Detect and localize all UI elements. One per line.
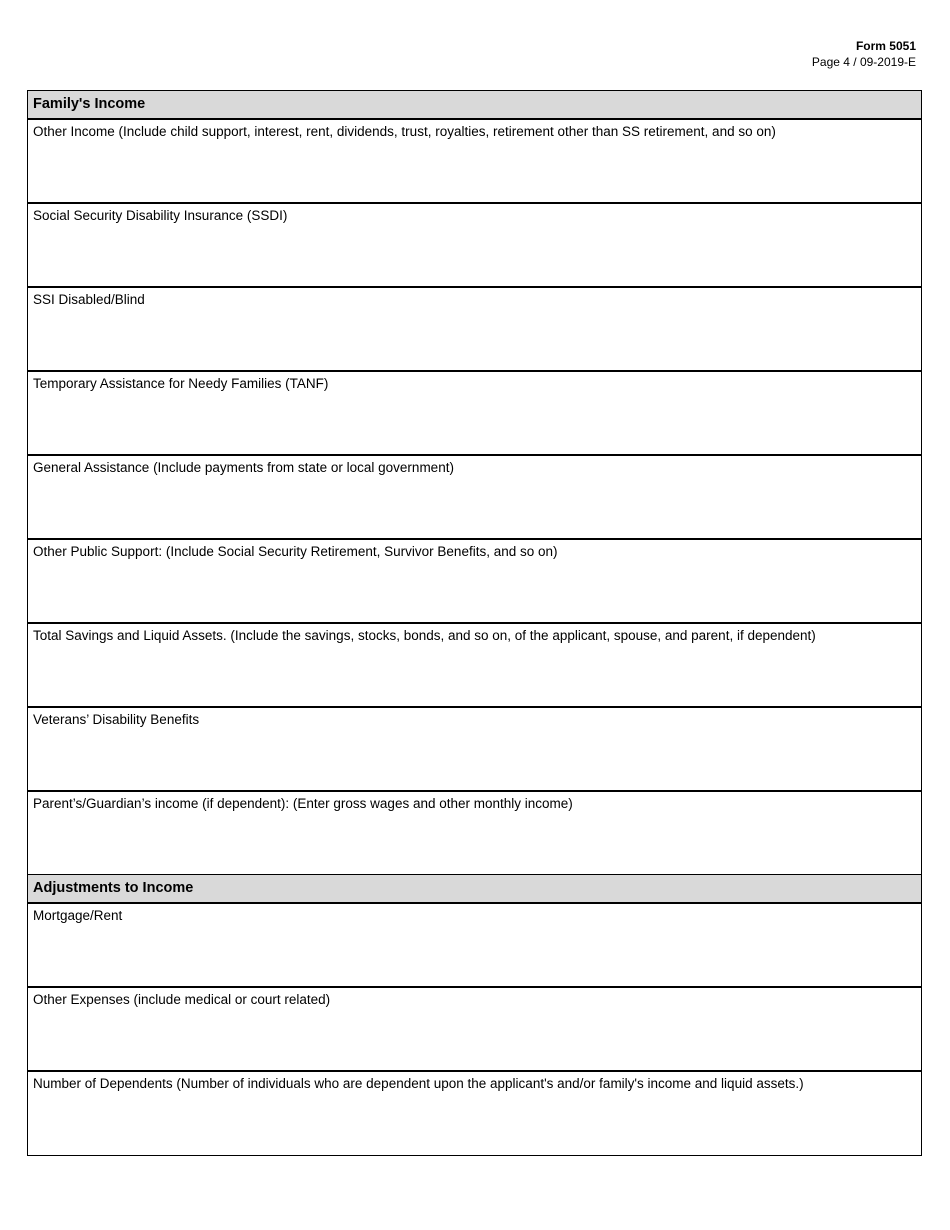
income-form-table [27,90,922,1156]
field-other-public-support[interactable]: Other Public Support: (Include Social Security Retirement, Survivor Benefits, and so on) [28,539,921,623]
page-info: Page 4 / 09-2019-E [811,55,916,69]
field-tanf[interactable]: Temporary Assistance for Needy Families (TANF) [28,371,921,455]
section-header-family-income: Family's Income [28,91,921,119]
section-header-adjustments: Adjustments to Income [28,875,921,903]
field-ssi-disabled-blind[interactable]: SSI Disabled/Blind [28,287,921,371]
field-parent-guardian-income[interactable]: Parent’s/Guardian’s income (if dependent): (Enter gross wages and other monthly income) [28,791,921,875]
field-other-expenses[interactable]: Other Expenses (include medical or court related) [28,987,921,1071]
field-total-savings[interactable]: Total Savings and Liquid Assets. (Include the savings, stocks, bonds, and so on, of the applicant, spouse, and parent, if dependent) [28,623,921,707]
field-general-assistance[interactable]: General Assistance (Include payments from state or local government) [28,455,921,539]
form-number: Form 5051 [855,39,916,53]
field-number-of-dependents[interactable]: Number of Dependents (Number of individuals who are dependent upon the applicant's and/or family's income and liquid assets.) [28,1071,921,1155]
field-other-income[interactable]: Other Income (Include child support, interest, rent, dividends, trust, royalties, retirement other than SS retirement, and so on) [28,119,921,203]
field-ssdi[interactable]: Social Security Disability Insurance (SSDI) [28,203,921,287]
page-header [812,38,916,71]
field-veterans-disability[interactable]: Veterans’ Disability Benefits [28,707,921,791]
field-mortgage-rent[interactable]: Mortgage/Rent [28,903,921,987]
